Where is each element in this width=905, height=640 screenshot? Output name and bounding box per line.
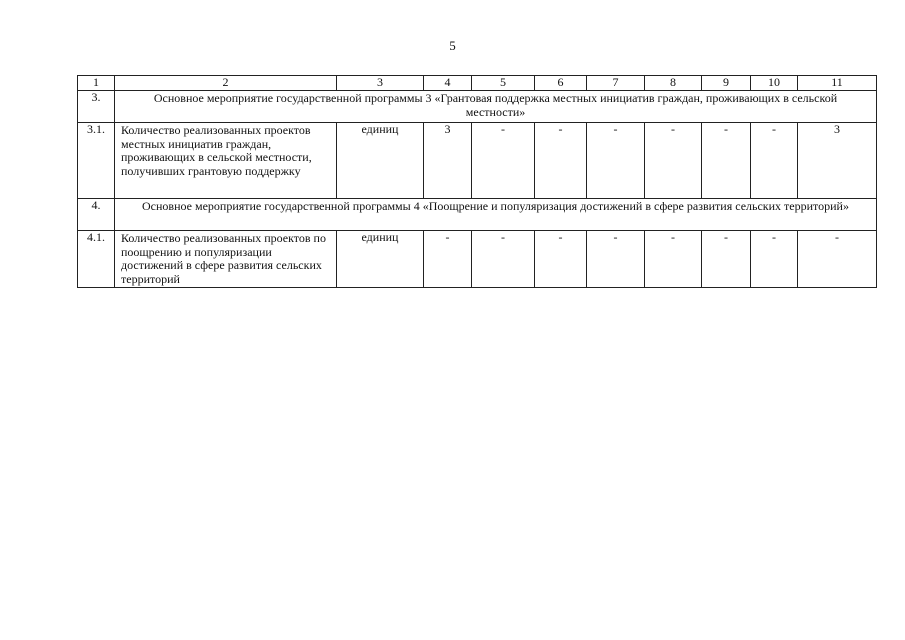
value-cell: - — [751, 231, 798, 288]
row-number: 3.1. — [78, 123, 115, 199]
value-cell: - — [472, 123, 535, 199]
column-header: 5 — [472, 76, 535, 91]
value-cell: - — [535, 123, 587, 199]
value-cell: 3 — [798, 123, 877, 199]
column-header: 2 — [115, 76, 337, 91]
section-number: 4. — [78, 199, 115, 231]
column-header: 4 — [424, 76, 472, 91]
value-cell: - — [424, 231, 472, 288]
column-header: 6 — [535, 76, 587, 91]
unit-cell: единиц — [337, 123, 424, 199]
value-cell: - — [645, 123, 702, 199]
value-cell: - — [472, 231, 535, 288]
table-row — [78, 231, 877, 288]
unit-cell: единиц — [337, 231, 424, 288]
value-cell: - — [702, 123, 751, 199]
value-cell: - — [702, 231, 751, 288]
value-cell: - — [645, 231, 702, 288]
section-row — [78, 91, 877, 123]
column-header: 11 — [798, 76, 877, 91]
column-header: 10 — [751, 76, 798, 91]
indicator-name: Количество реализованных проектов местных инициатив граждан, проживающих в сельской местности, получивших грантовую поддержку — [115, 123, 337, 199]
column-header: 8 — [645, 76, 702, 91]
value-cell: - — [535, 231, 587, 288]
column-header: 7 — [587, 76, 645, 91]
column-header: 3 — [337, 76, 424, 91]
section-title: Основное мероприятие государственной программы 4 «Поощрение и популяризация достижений в сфере развития сельских территорий» — [115, 199, 877, 231]
column-header: 1 — [78, 76, 115, 91]
indicators-table — [77, 75, 877, 288]
value-cell: - — [751, 123, 798, 199]
page-number: 5 — [449, 38, 456, 53]
value-cell: - — [587, 231, 645, 288]
value-cell: 3 — [424, 123, 472, 199]
column-header: 9 — [702, 76, 751, 91]
column-number-row — [78, 76, 877, 91]
section-number: 3. — [78, 91, 115, 123]
value-cell: - — [587, 123, 645, 199]
table-row — [78, 123, 877, 199]
row-number: 4.1. — [78, 231, 115, 288]
indicator-name: Количество реализованных проектов по поощрению и популяризации достижений в сфере развития сельских территорий — [115, 231, 337, 288]
section-row — [78, 199, 877, 231]
section-title: Основное мероприятие государственной программы 3 «Грантовая поддержка местных инициатив граждан, проживающих в сельской местности» — [115, 91, 877, 123]
value-cell: - — [798, 231, 877, 288]
